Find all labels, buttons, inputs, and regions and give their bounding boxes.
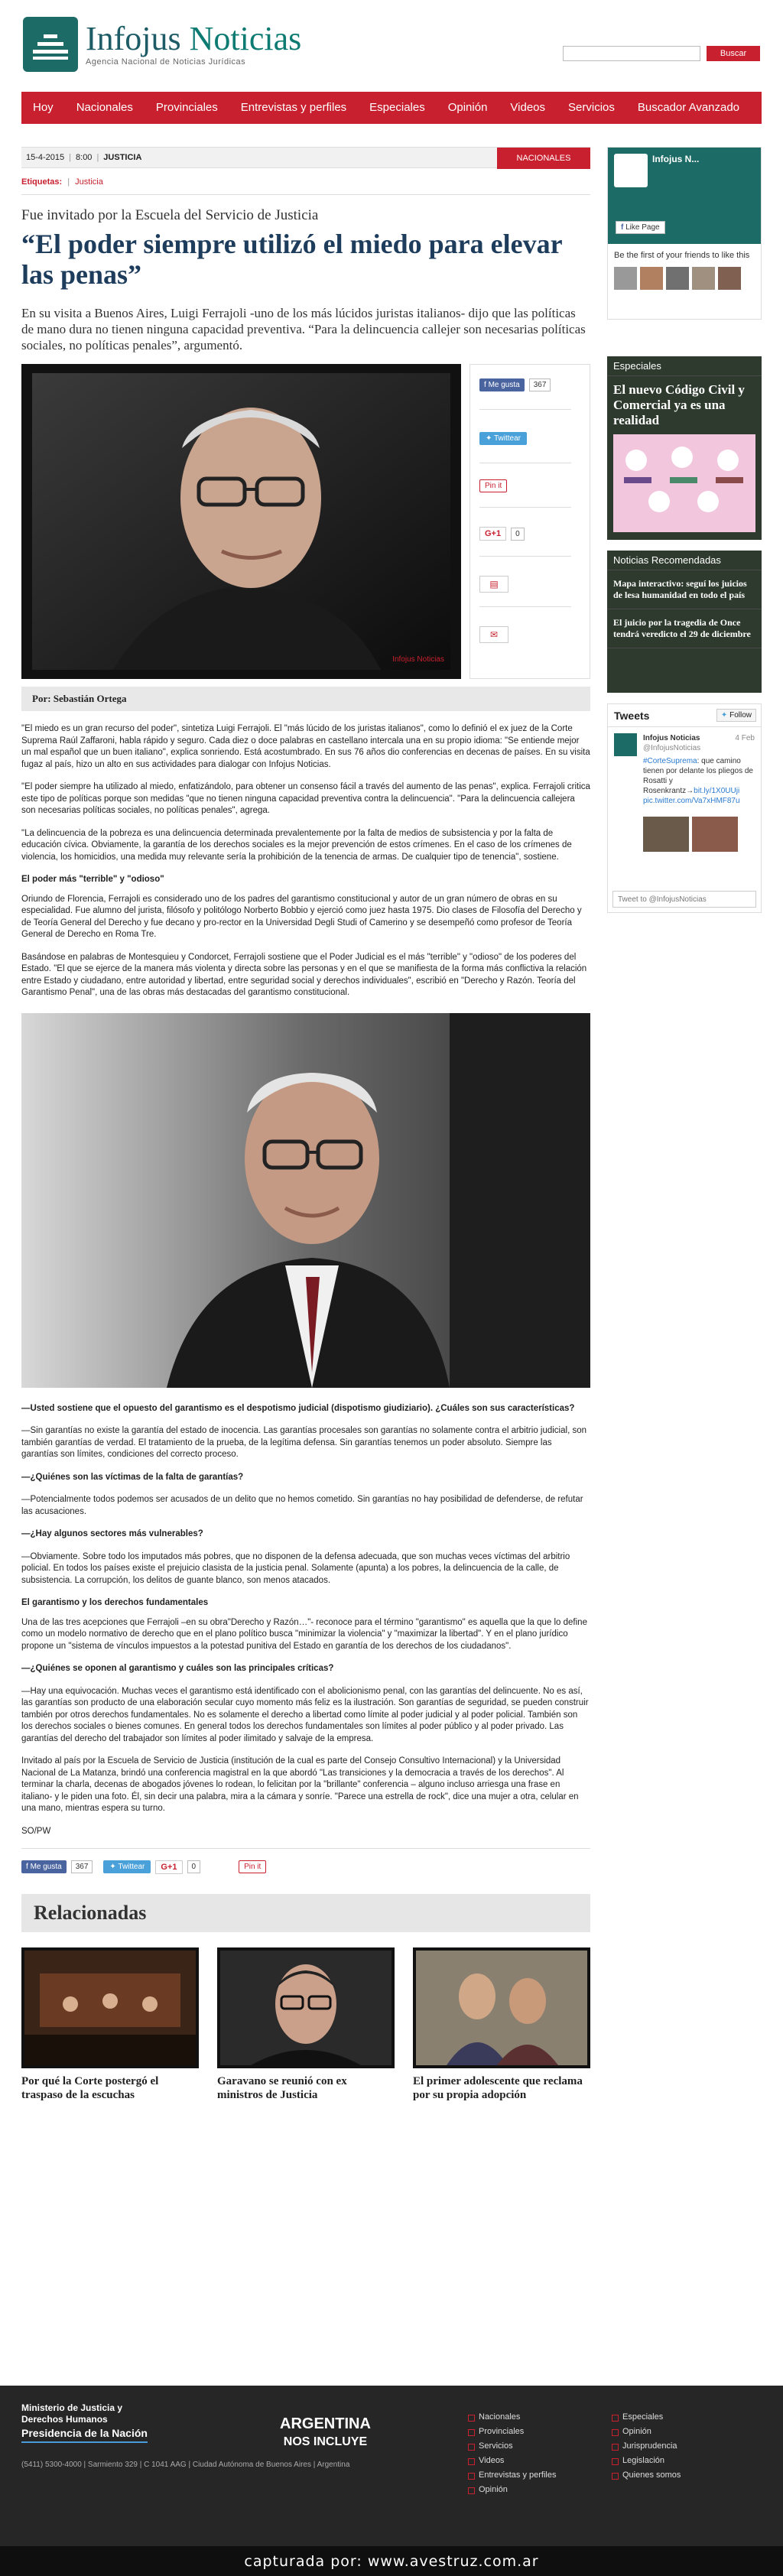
twitter-button[interactable]: ✦ Twittear xyxy=(103,1860,151,1873)
answer: —Potencialmente todos podemos ser acusados de un delito que no hemos cometido. Sin garantías no hay posibilidad de defenderse, de refutar las acusaciones. xyxy=(21,1495,583,1516)
secondary-photo xyxy=(21,1013,590,1388)
tweet-image[interactable] xyxy=(643,817,689,852)
footer-link[interactable]: Servicios xyxy=(468,2439,556,2454)
facebook-like-count: 367 xyxy=(529,378,551,391)
especiales-header: Especiales xyxy=(607,356,762,376)
capture-credit: capturada por: www.avestruz.com.ar xyxy=(0,2546,783,2576)
paragraph: Una de las tres acepciones que Ferrajoli –en su obra"Derecho y Razón…"- reconoce para el término "garantismo" es aquella que la que lo define como un modelo normativo de derecho que en el plano político busca "minimizar la violencia" y "maximizar la libertad". Y en el plano jurídico propone un "sistema de vínculos impuestos a la potestad punitiva del Estado en garantía de los derechos de los ciudadanos". xyxy=(21,1617,587,1651)
paragraph: "La delincuencia de la pobreza es una delincuencia determinada prevalentemente por la falta de medios de subsistencia y por la falta de educación cívica. Obviamente, la garantía de los derechos sociales es la mejor prevención de estos crímenes. En el caso de los crímenes de violencia, los homicidios, una medida muy relevante sería la prohibición de la tenencia de armas. De cualquier tipo de tenencia", sostiene. xyxy=(21,828,572,862)
facebook-icon: f xyxy=(26,1863,31,1871)
facebook-page-widget xyxy=(607,147,762,320)
avatar[interactable] xyxy=(614,267,637,290)
article-time: 8:00 xyxy=(76,153,93,162)
question: —¿Quiénes son las víctimas de la falta de garantías? xyxy=(21,1472,244,1482)
footer-link[interactable]: Provinciales xyxy=(468,2425,556,2439)
footer-link[interactable]: Legislación xyxy=(612,2454,681,2468)
search-bar xyxy=(563,46,760,61)
related-item[interactable] xyxy=(217,1947,395,2102)
facebook-icon: f xyxy=(484,381,489,389)
footer-link[interactable]: Opinión xyxy=(468,2483,556,2497)
tweet-image[interactable] xyxy=(692,817,738,852)
print-icon: ▤ xyxy=(489,579,499,590)
twitter-icon: ✦ xyxy=(486,434,494,443)
related-grid xyxy=(21,1947,590,2102)
paragraph: Oriundo de Florencia, Ferrajoli es considerado uno de los padres del garantismo constitucional y autor de un gran número de obras en su especialidad. Fue alumno del jurista, filósofo y politólogo Norberto Bobbio y ejerció como juez hasta 1975. Dio clases de Filosofía del Derecho y de Teoría General del Derecho y fue decano y pro-rector en la Universidad Degli Studi of Camerino y se desempeñó como profesor de Teoría General de Derecho en Roma Tre. xyxy=(21,894,582,939)
argentina-logo[interactable]: ARGENTINA NOS INCLUYE xyxy=(280,2415,371,2448)
share-panel xyxy=(469,364,590,679)
twitter-widget xyxy=(607,703,762,913)
nav-item-entrevistas[interactable]: Entrevistas y perfiles xyxy=(240,101,347,114)
signature: SO/PW xyxy=(21,1826,51,1836)
footer-link[interactable]: Videos xyxy=(468,2454,556,2468)
hashtag-link[interactable]: #CorteSuprema xyxy=(643,757,697,765)
footer-link[interactable]: Quienes somos xyxy=(612,2468,681,2483)
twitter-button[interactable]: ✦ Twittear xyxy=(479,432,527,445)
related-image[interactable] xyxy=(21,1947,199,2068)
related-header: Relacionadas xyxy=(21,1894,590,1932)
avatar[interactable] xyxy=(614,733,637,756)
subheading: El garantismo y los derechos fundamentales xyxy=(21,1598,209,1607)
related-title[interactable]: Garavano se reunió con ex ministros de Justicia xyxy=(217,2075,347,2101)
facebook-icon: f xyxy=(621,223,626,232)
tweet-link[interactable]: bit.ly/1X0UUji xyxy=(694,787,740,795)
byline: Por: Sebastián Ortega xyxy=(21,687,590,711)
especiales-widget[interactable] xyxy=(607,356,762,540)
tweet-to-input[interactable]: Tweet to @InfojusNoticias xyxy=(612,891,756,908)
twitter-follow-button[interactable]: ✦ Follow xyxy=(716,709,756,722)
logo-subtitle: Agencia Nacional de Noticias Jurídicas xyxy=(86,57,246,67)
question: —¿Quiénes se oponen al garantismo y cuáles son las principales críticas? xyxy=(21,1664,334,1673)
related-title[interactable]: Por qué la Corte postergó el traspaso de la escuchas xyxy=(21,2075,159,2101)
facebook-friends-text: Be the first of your friends to like this xyxy=(614,251,750,260)
footer-link[interactable]: Entrevistas y perfiles xyxy=(468,2468,556,2483)
question: —¿Hay algunos sectores más vulnerables? xyxy=(21,1529,203,1538)
related-image[interactable] xyxy=(217,1947,395,2068)
article-date: 15-4-2015 xyxy=(26,153,65,162)
article-meta: 15-4-2015 | 8:00 | JUSTICIA NACIONALES xyxy=(21,147,590,168)
facebook-like-button[interactable]: f Me gusta xyxy=(21,1860,67,1873)
pinterest-button[interactable]: Pin it xyxy=(479,479,507,492)
email-icon: ✉ xyxy=(489,629,499,640)
tweet-handle[interactable]: @InfojusNoticias xyxy=(643,744,701,752)
nav-item-hoy[interactable]: Hoy xyxy=(33,101,54,114)
email-button[interactable] xyxy=(479,626,508,643)
tag-link-justicia[interactable]: Justicia xyxy=(75,177,103,187)
related-title[interactable]: El primer adolescente que reclama por su propia adopción xyxy=(413,2075,583,2101)
subheading: El poder más "terrible" y "odioso" xyxy=(21,875,164,884)
footer-link[interactable]: Especiales xyxy=(612,2410,681,2425)
google-plus-count: 0 xyxy=(187,1860,201,1873)
nav-item-provinciales[interactable]: Provinciales xyxy=(155,101,218,114)
facebook-like-page-button[interactable]: f Like Page xyxy=(616,221,665,234)
nav-item-buscador[interactable]: Buscador Avanzado xyxy=(637,101,740,114)
main-nav xyxy=(21,92,762,124)
avatar[interactable] xyxy=(718,267,741,290)
twitter-icon: ✦ xyxy=(109,1863,119,1871)
tweet-pic-link[interactable]: pic.twitter.com/Va7xHMF87u xyxy=(643,797,740,805)
answer: —Sin garantías no existe la garantía del estado de inocencia. Las garantías procesales son garantías no solamente contra el arbitrio judicial, son también garantías de verdad. El tratamiento de la prueba, de la legítima defensa. Sin garantías tenemos un poder absoluto. Siempre las garantías son límites, condiciones del correcto proceso. xyxy=(21,1426,586,1459)
nav-item-videos[interactable]: Videos xyxy=(510,101,546,114)
article-lead: En su visita a Buenos Aires, Luigi Ferrajoli -uno de los más lúcidos juristas italianos- dijo que las políticas de mano dura no tienen ninguna capacidad preventiva. “Para la delincuencia callejer son necesarias políticas sociales, no políticas penales”, argumentó. xyxy=(21,306,586,352)
facebook-page-cover[interactable] xyxy=(608,148,761,244)
article-body xyxy=(21,723,590,1837)
related-item[interactable] xyxy=(413,1947,590,2102)
site-header xyxy=(0,0,783,90)
tweet-media[interactable] xyxy=(643,817,755,852)
print-button[interactable] xyxy=(479,576,508,593)
tweet[interactable] xyxy=(608,727,761,812)
google-plus-button[interactable]: G+1 xyxy=(479,527,506,541)
media-row xyxy=(21,364,590,679)
tweet-author[interactable]: Infojus Noticias xyxy=(643,734,700,742)
nav-item-servicios[interactable]: Servicios xyxy=(568,101,615,114)
especiales-image[interactable] xyxy=(613,434,755,532)
footer-link[interactable]: Jurisprudencia xyxy=(612,2439,681,2454)
tags-title: Etiquetas: xyxy=(21,177,63,187)
logo-icon xyxy=(23,17,78,72)
footer-link[interactable]: Nacionales xyxy=(468,2410,556,2425)
nav-item-nacionales[interactable]: Nacionales xyxy=(76,101,133,114)
avatar[interactable] xyxy=(640,267,663,290)
avatar[interactable] xyxy=(692,267,715,290)
especiales-title[interactable]: El nuevo Código Civil y Comercial ya es una realidad xyxy=(613,382,745,427)
sidebar xyxy=(607,147,762,913)
facebook-like-count: 367 xyxy=(71,1860,93,1873)
nav-item-especiales[interactable]: Especiales xyxy=(369,101,425,114)
logo-title: Infojus Noticias xyxy=(86,20,302,57)
answer: —Obviamente. Sobre todo los imputados más pobres, que no disponen de la defensa adecuada, que son muchas veces víctimas del arbitrio policial. En todos los países existe el prejuicio clasista de la justicia penal. Solamente (apunta) a los pobres, la delincuencia de la calle, de subsistencia. La corrupción, los delitos de guante blanco, son menos atacados. xyxy=(21,1551,570,1585)
presidency-name[interactable]: Presidencia de la Nación xyxy=(21,2427,148,2443)
question: —Usted sostiene que el opuesto del garantismo es el despotismo judicial (dispotismo giudiziario). ¿Cuáles son sus características? xyxy=(21,1403,575,1413)
ministry-name[interactable]: Ministerio de Justicia y Derechos Humanos xyxy=(21,2402,123,2425)
article-headline: “El poder siempre utilizó el miedo para elevar las penas” xyxy=(21,229,562,290)
related-image[interactable] xyxy=(413,1947,590,2068)
recommended-header: Noticias Recomendadas xyxy=(607,551,762,570)
search-button[interactable]: Buscar xyxy=(707,46,760,61)
paragraph: "El poder siempre ha utilizado al miedo, enfatizándolo, para obtener un consenso fácil a través del aumento de las penas", explica. Ferrajoli critica este tipo de políticas porque son medidas "que no tienen ninguna capacidad preventiva contra la delincuencia". "Para la delincuencia callejera son necesarias políticas sociales, no políticas penales", agrega. xyxy=(21,782,590,815)
paragraph: "El miedo es un gran recurso del poder", sintetiza Luigi Ferrajoli. El "más lúcido de los juristas italianos", como lo definió el ex juez de la Corte Suprema Raúl Zaffaroni, habla rápido y seguro. Cada diez o doce palabras en castellano intercala una en su propio idioma: "Se entiende mejor un mal español que un buen italiano", explica sonriendo. Está acostumbrado. En sus 76 años dio conferencias en decenas de países. En su visita fugaz al país, hizo un alto en sus actividades para dialogar con Infojus Noticias. xyxy=(21,724,590,769)
answer: —Hay una equivocación. Muchas veces el garantismo está identificado con el abolicionismo penal, con las garantías del delincuente. No es así, las garantías son producto de una elaboración secular cuyo momento más feliz es la ilustración. Son garantías de seguridad, se pueden construir también por otros derechos fundamentales. No es solamente el derecho a libertad como límite al poder judicial y al poder policial. También son los derechos sociales o bienes comunes. En general todos los derechos fundamentales son límites al poder público y al poder privado. Las garantías del derecho del trabajador son límites al poder ilimitado y salvaje de la empresa. xyxy=(21,1686,589,1743)
site-footer xyxy=(0,2386,783,2546)
footer-links-col2 xyxy=(612,2410,681,2483)
section-tag[interactable]: NACIONALES xyxy=(497,148,590,169)
google-plus-button[interactable]: G+1 xyxy=(155,1860,182,1874)
facebook-page-name[interactable]: Infojus N... xyxy=(652,154,700,164)
tags-row: Etiquetas: | Justicia xyxy=(21,177,590,195)
article-kicker: Fue invitado por la Escuela del Servicio de Justicia xyxy=(21,207,319,223)
tweet-text: #CorteSuprema: que camino tienen por delante los pliegos de Rosatti y Rosenkrantz→bit.ly/1X0UUji pic.twitter.com/Va7xHMF87u xyxy=(643,757,753,805)
search-input[interactable] xyxy=(563,46,700,61)
pinterest-button[interactable]: Pin it xyxy=(239,1860,266,1873)
facebook-page-logo-icon xyxy=(614,154,648,187)
facebook-faces xyxy=(608,267,761,290)
recommended-item[interactable]: El juicio por la tragedia de Once tendrá veredicto el 29 de diciembre xyxy=(607,609,762,648)
nav-item-opinion[interactable]: Opinión xyxy=(447,101,488,114)
footer-link[interactable]: Opinión xyxy=(612,2425,681,2439)
tweets-header: Tweets xyxy=(614,709,650,722)
twitter-icon: ✦ xyxy=(720,711,730,720)
main-photo xyxy=(21,364,461,679)
recommended-item[interactable]: Mapa interactivo: seguí los juicios de lesa humanidad en todo el país xyxy=(607,570,762,609)
tweet-date[interactable]: 4 Feb xyxy=(735,734,755,742)
site-logo[interactable] xyxy=(23,17,301,72)
google-plus-count: 0 xyxy=(511,528,525,541)
paragraph: Basándose en palabras de Montesquieu y Condorcet, Ferrajoli sostiene que el Poder Judicial es el más "terrible" y "odioso" de los poderes del Estado. "El que se ejerce de la manera más violenta y directa sobre las personas y en el que se manifiesta de la forma más conflictiva la relación entre Estado y ciudadano, entre autoridad y libertad, entre seguridad social y derechos individuales", escribió en "Derecho y Razón. Teoría del Garantismo Penal", una de las obras más destacadas del garantismo constitucional. xyxy=(21,952,587,997)
article-section: JUSTICIA xyxy=(103,153,142,162)
avatar[interactable] xyxy=(666,267,689,290)
paragraph: Invitado al país por la Escuela de Servicio de Justicia (institución de la cual es parte del Consejo Consultivo Internacional) y la Universidad Nacional de La Matanza, brindó una conferencia magistral en la que abordó "Las transiciones y la democracia a través de los derechos". Al terminar la charla, decenas de abogados jóvenes lo rodean, lo felicitan por la "brillante" conferencia – alguno incluso arriesga una frase en italiano- y le piden una foto. Él, sin decir una palabra, mira a la cámara y sonríe. "Parece una estrella de rock", dice una mujer a otra, celular en una mano, mientras espera su turno. xyxy=(21,1756,579,1813)
article-column xyxy=(21,147,590,2102)
bottom-share-bar xyxy=(21,1848,590,1879)
related-item[interactable] xyxy=(21,1947,199,2102)
footer-links-col1 xyxy=(468,2410,556,2497)
facebook-like-button[interactable]: f Me gusta xyxy=(479,378,525,391)
photo-credit: Infojus Noticias xyxy=(392,655,444,664)
footer-address: (5411) 5300-4000 | Sarmiento 329 | C 1041 AAG | Ciudad Autónoma de Buenos Aires | Argentina xyxy=(21,2461,350,2469)
recommended-widget xyxy=(607,551,762,693)
